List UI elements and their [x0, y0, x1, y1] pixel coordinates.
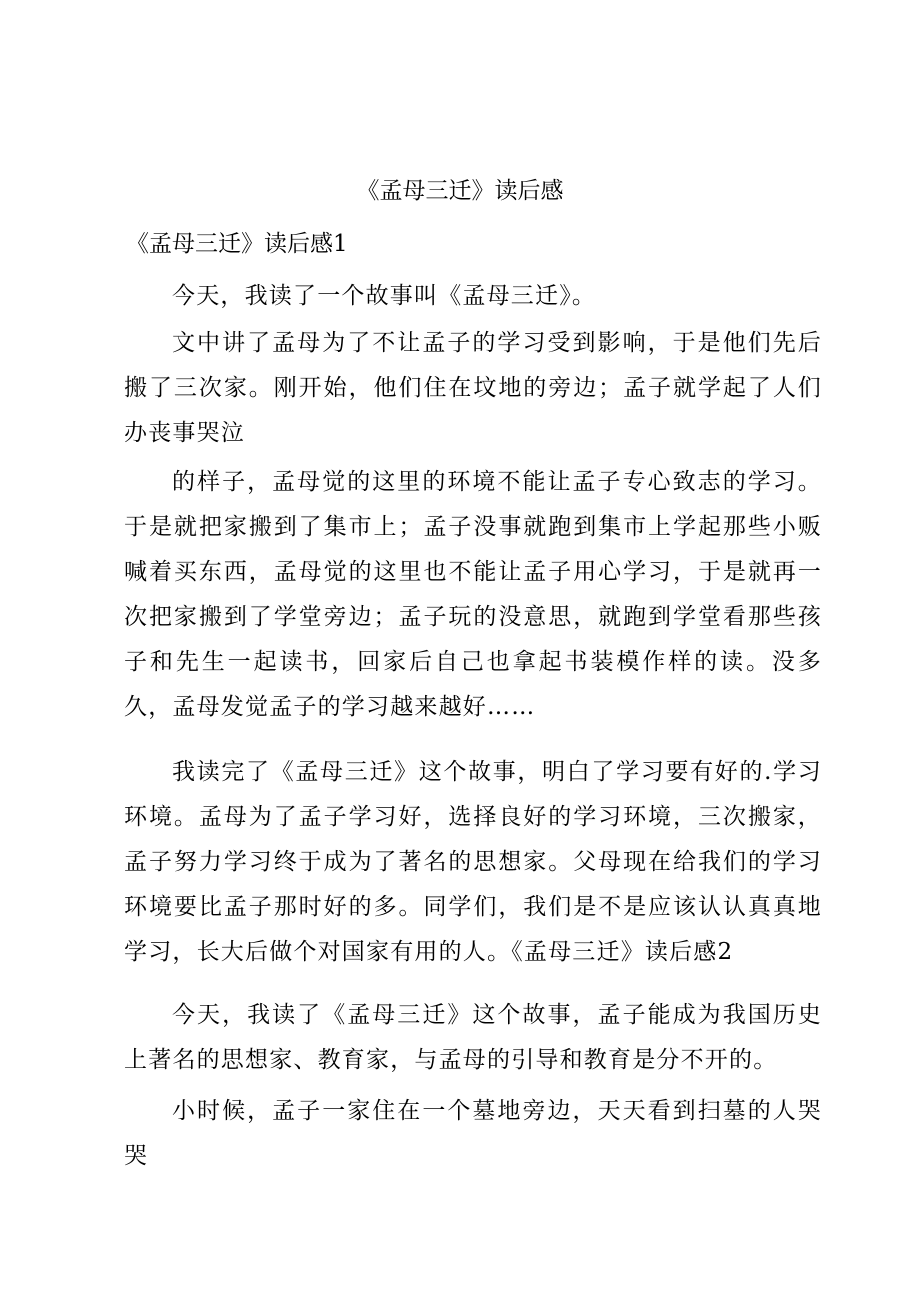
- paragraph-1: 今天，我读了一个故事叫《孟母三迁》。: [172, 283, 597, 309]
- paragraph-2: 文中讲了孟母为了不让孟子的学习受到影响，于是他们先后搬了三次家。刚开始，他们住在坟地的旁边；孟子就学起了人们办丧事哭泣: [124, 330, 822, 446]
- paragraph-6: 小时候，孟子一家住在一个墓地旁边，天天看到扫墓的人哭哭: [124, 1098, 822, 1169]
- paragraph-4: 我读完了《孟母三迁》这个故事，明白了学习要有好的.学习环境。孟母为了孟子学习好，选择良好的学习环境，三次搬家，孟子努力学习终于成为了著名的思想家。父母现在给我们的学习环境要比孟子那时好的多。同学们，我们是不是应该认认真真地学习，长大后做个对国家有用的人。《孟母三迁》读后感2: [124, 759, 822, 965]
- document-title: 《孟母三迁》读后感: [356, 178, 564, 204]
- paragraph-3: 的样子，孟母觉的这里的环境不能让孟子专心致志的学习。于是就把家搬到了集市上；孟子没事就跑到集市上学起那些小贩喊着买东西，孟母觉的这里也不能让孟子用心学习，于是就再一次把家搬到了学堂旁边；孟子玩的没意思，就跑到学堂看那些孩子和先生一起读书，回家后自己也拿起书装模作样的读。没多久，孟母发觉孟子的学习越来越好……: [124, 469, 822, 720]
- paragraph-5: 今天，我读了《孟母三迁》这个故事，孟子能成为我国历史上著名的思想家、教育家，与孟母的引导和教育是分不开的。: [124, 1002, 822, 1073]
- section-heading-1: 《孟母三迁》读后感1: [126, 231, 348, 257]
